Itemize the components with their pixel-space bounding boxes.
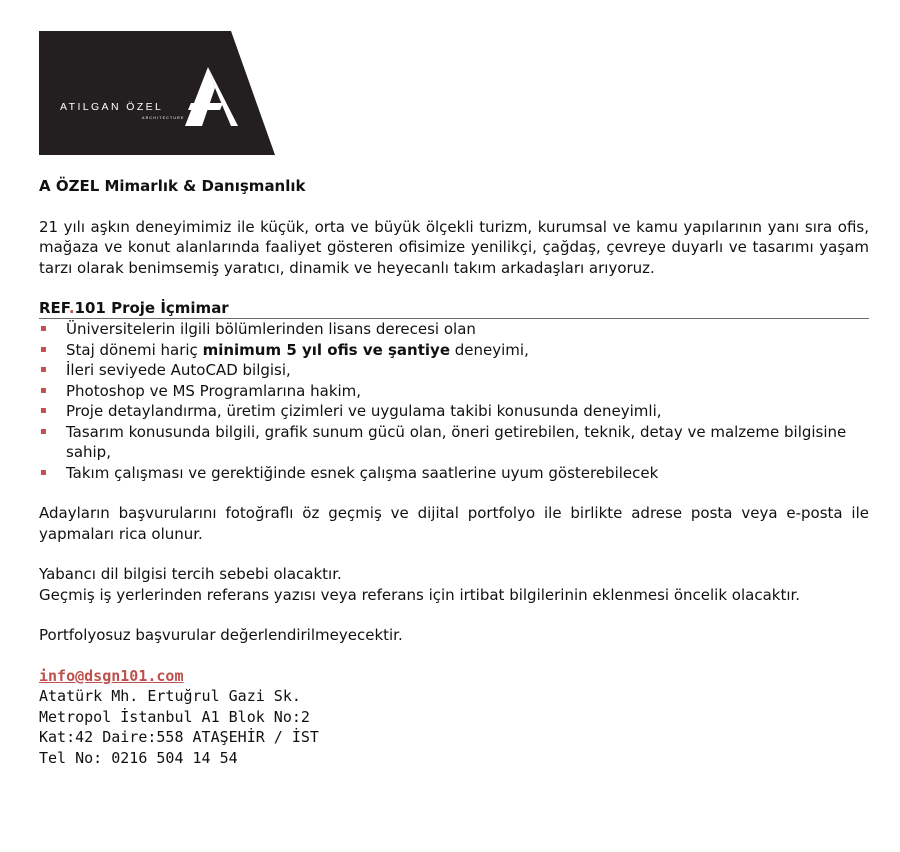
company-logo	[39, 31, 275, 155]
job-posting	[39, 176, 869, 768]
requirements-list	[39, 319, 869, 483]
portfolio-note: Portfolyosuz başvurular değerlendirilmeyecektir.	[39, 626, 403, 644]
reference-note: Geçmiş iş yerlerinden referans yazısı veya referans için irtibat bilgilerinin eklenmesi öncelik olacaktır.	[39, 585, 801, 604]
phone-number: Tel No: 0216 504 14 54	[39, 748, 238, 767]
bullet-icon: ▪	[40, 425, 47, 437]
experience-emphasis: minimum 5 yıl ofis ve şantiye	[202, 340, 450, 359]
ref-prefix: REF	[39, 299, 69, 317]
address-line-2: Metropol İstanbul A1 Blok No:2	[39, 707, 310, 726]
company-name: A ÖZEL Mimarlık & Danışmanlık	[39, 177, 306, 195]
bullet-icon: ▪	[40, 343, 47, 355]
logo-graphic	[39, 31, 275, 155]
bullet-icon: ▪	[40, 405, 47, 416]
logo-brand-text: ATILGAN ÖZEL	[60, 101, 164, 113]
address-line-3: Kat:42 Daire:558 ATAŞEHİR / İST	[39, 728, 319, 746]
position-title	[39, 298, 869, 319]
list-item: ▪ Tasarım konusunda bilgili, grafik sunum gücü olan, öneri getirebilen, teknik, detay ve malzeme bilgisine sahip,	[40, 422, 847, 461]
list-item: ▪ Üniversitelerin ilgili bölümlerinden lisans derecesi olan	[40, 320, 476, 338]
list-item: ▪ Photoshop ve MS Programlarına hakim,	[40, 381, 362, 400]
bullet-icon: ▪	[40, 323, 47, 334]
email-link[interactable]: info@dsgn101.com	[39, 666, 184, 685]
bullet-icon: ▪	[40, 384, 47, 396]
list-item: ▪ Proje detaylandırma, üretim çizimleri ve uygulama takibi konusunda deneyimli,	[40, 402, 662, 420]
ref-dot: .	[68, 299, 75, 317]
intro-paragraph: 21 yılı aşkın deneyimimiz ile küçük, orta ve büyük ölçekli turizm, kurumsal ve kamu yapılarının yanı sıra ofis, mağaza ve konut alanlarında faaliyet gösteren ofisimize yenilikçi, çağdaş, çevreye duyarlı ve tasarımı yaşam tarzı olarak benimsemiş yaratıcı, dinamik ve heyecanlı takım arkadaşları arıyoruz.	[39, 217, 869, 277]
address-line-1: Atatürk Mh. Ertuğrul Gazi Sk.	[39, 687, 301, 705]
contact-block	[39, 666, 869, 769]
list-item: ▪ Staj dönemi hariç minimum 5 yıl ofis ve şantiye deneyimi,	[40, 340, 529, 359]
logo-tagline-text: ARCHITECTURE	[142, 116, 185, 120]
ref-rest: 101 Proje İçmimar	[74, 299, 229, 317]
application-note: Adayların başvurularını fotoğraflı öz geçmiş ve dijital portfolyo ile birlikte adrese posta veya e-posta ile yapmaları rica olunur.	[39, 504, 869, 543]
bullet-icon: ▪	[40, 466, 47, 478]
logo-background	[39, 31, 275, 155]
list-item: ▪ İleri seviyede AutoCAD bilgisi,	[40, 361, 291, 379]
list-item: ▪ Takım çalışması ve gerektiğinde esnek çalışma saatlerine uyum gösterebilecek	[40, 463, 659, 482]
bullet-icon: ▪	[40, 364, 47, 375]
language-note: Yabancı dil bilgisi tercih sebebi olacaktır.	[39, 565, 342, 583]
